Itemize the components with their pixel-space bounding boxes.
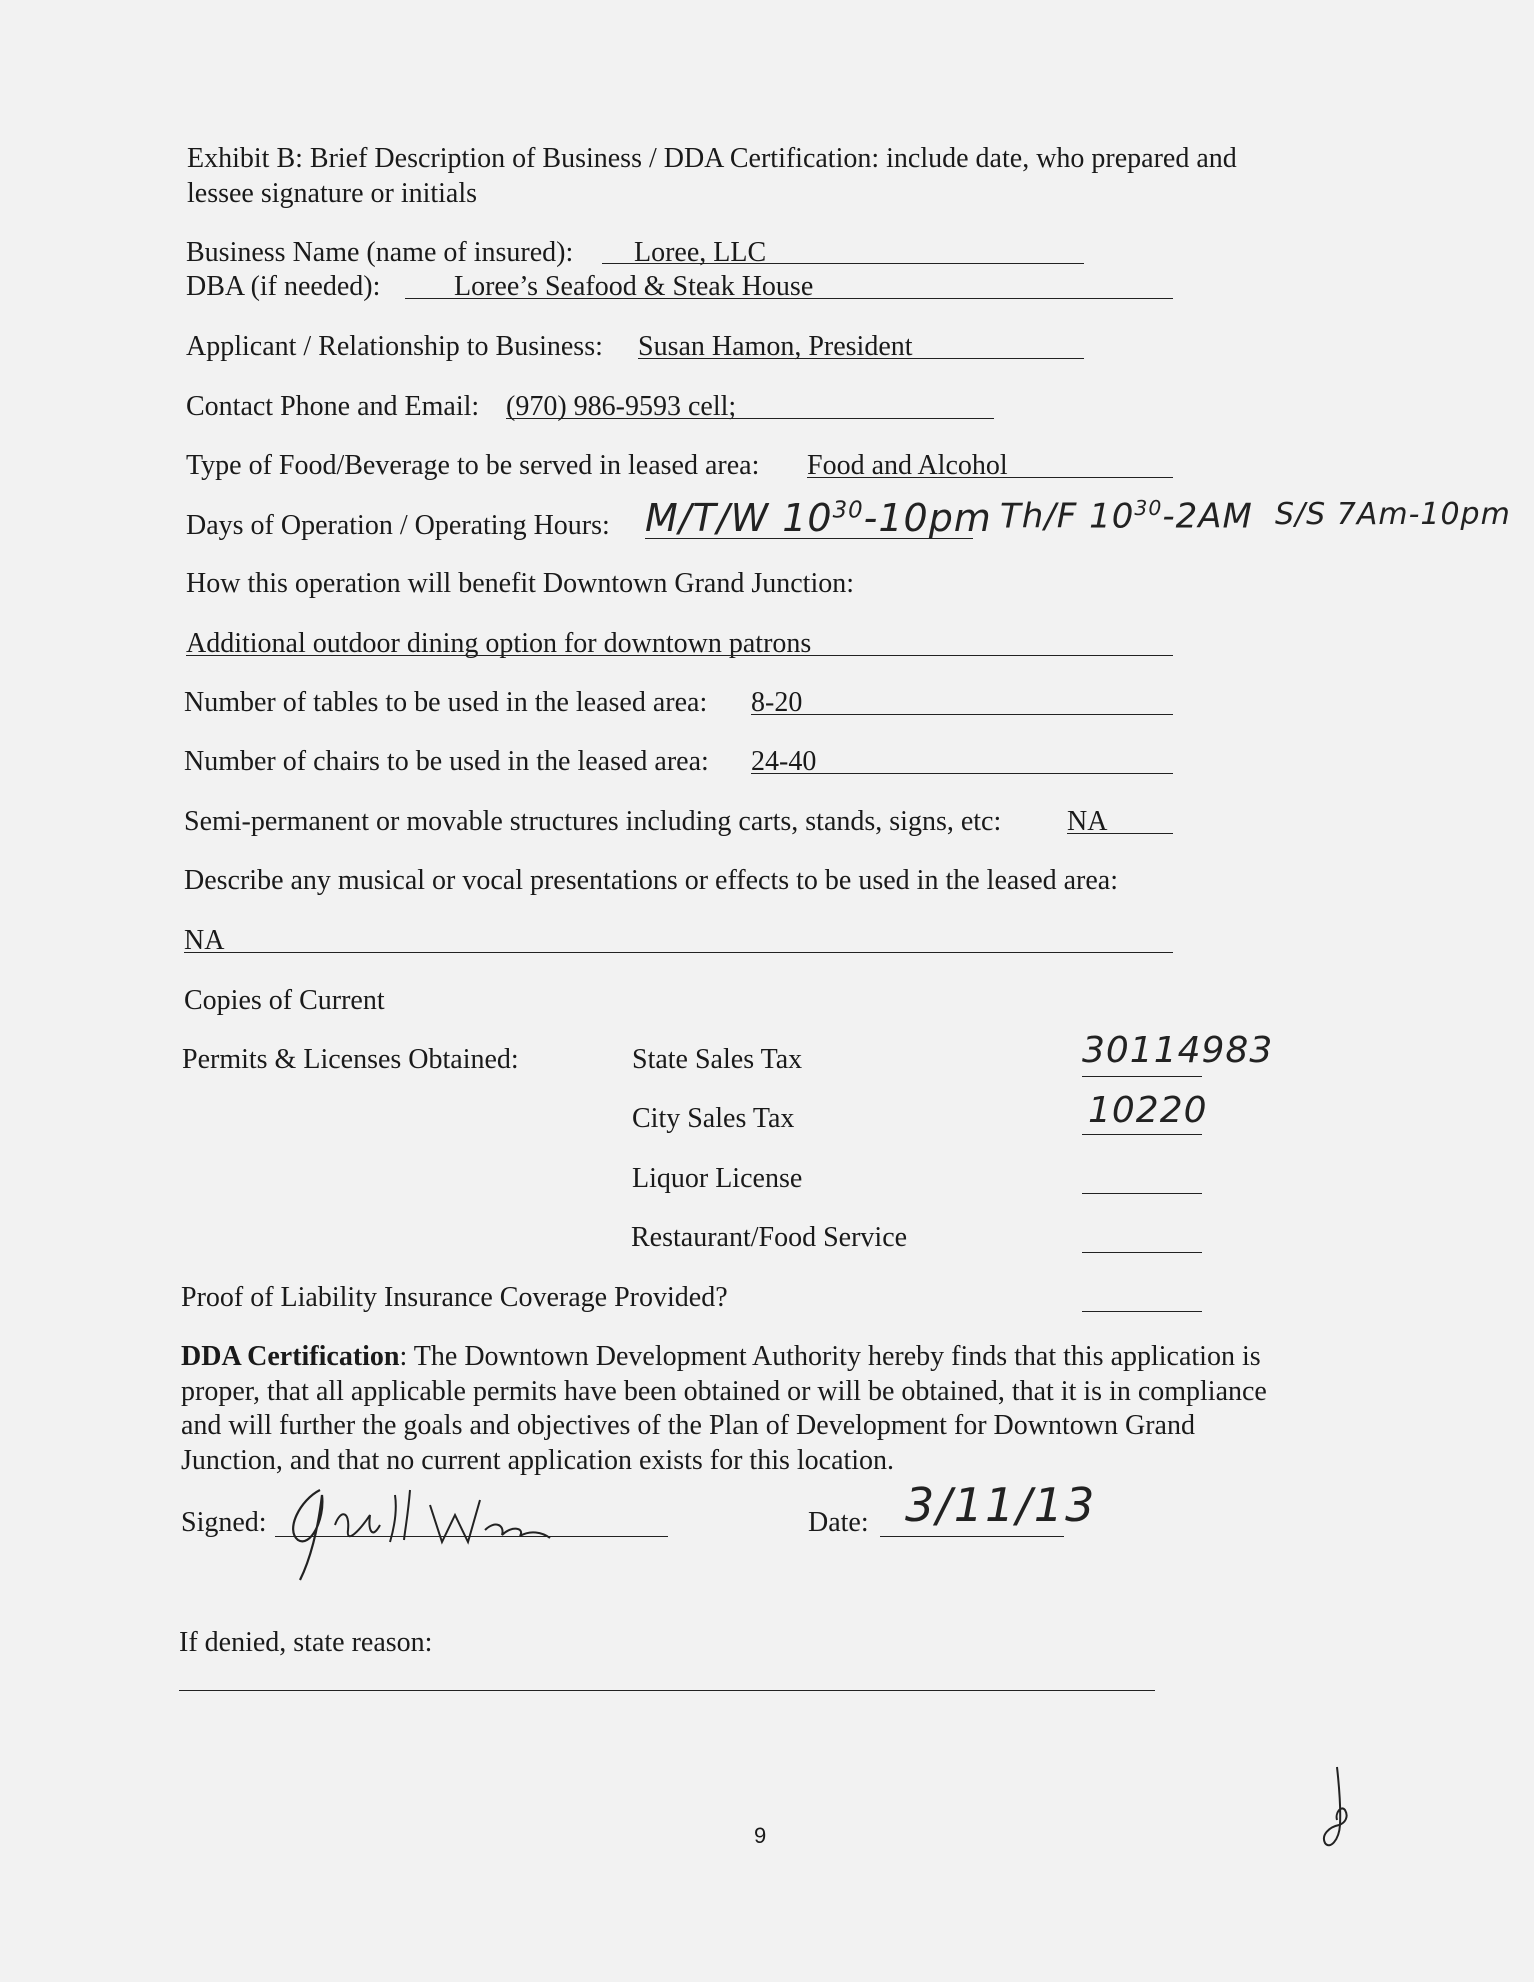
business-name-label: Business Name (name of insured): xyxy=(186,237,574,268)
permit-label-liquor-license: Liquor License xyxy=(632,1163,803,1194)
denied-underline xyxy=(179,1690,1155,1691)
insurance-label: Proof of Liability Insurance Coverage Provided? xyxy=(181,1282,728,1313)
permit-underline-restaurant xyxy=(1082,1252,1202,1253)
food-type-underline xyxy=(807,477,1173,478)
dba-label: DBA (if needed): xyxy=(186,271,381,302)
days-underline xyxy=(645,538,973,539)
applicant-value: Susan Hamon, President xyxy=(638,331,913,362)
structures-label: Semi-permanent or movable structures including carts, stands, signs, etc: xyxy=(184,806,1002,837)
contact-label: Contact Phone and Email: xyxy=(186,391,480,422)
permit-label-state-sales-tax: State Sales Tax xyxy=(632,1044,803,1075)
applicant-label: Applicant / Relationship to Business: xyxy=(186,331,603,362)
applicant-underline xyxy=(638,358,1084,359)
permit-value-city-sales-tax: 10220 xyxy=(1088,1090,1208,1131)
musical-label: Describe any musical or vocal presentations or effects to be used in the leased area: xyxy=(184,865,1119,896)
date-value: 3/11/13 xyxy=(905,1478,1097,1532)
structures-value: NA xyxy=(1067,806,1108,837)
permits-heading-1: Copies of Current xyxy=(184,985,385,1016)
days-handwritten-weekdays: M/T/W $10^{30}-10pm$ xyxy=(645,496,992,540)
days-handwritten-thu-fri: Th/F $10^{30}-2AM$ xyxy=(1000,496,1253,537)
initials-mark xyxy=(1315,1765,1355,1855)
page-number: 9 xyxy=(754,1823,767,1848)
insurance-underline xyxy=(1082,1311,1202,1312)
benefit-label: How this operation will benefit Downtown Grand Junction: xyxy=(186,568,855,599)
denied-label: If denied, state reason: xyxy=(179,1627,433,1658)
days-handwritten-weekend: S/S 7Am-10pm xyxy=(1275,497,1511,532)
permit-underline-liquor-license xyxy=(1082,1193,1202,1194)
business-name-underline xyxy=(602,263,1084,264)
contact-underline xyxy=(506,418,994,419)
benefit-underline xyxy=(186,655,1173,656)
date-underline xyxy=(880,1536,1064,1537)
benefit-value: Additional outdoor dining option for downtown patrons xyxy=(186,628,812,659)
permit-label-restaurant: Restaurant/Food Service xyxy=(631,1222,908,1253)
permit-label-city-sales-tax: City Sales Tax xyxy=(632,1103,795,1134)
chairs-underline xyxy=(751,773,1173,774)
chairs-value: 24-40 xyxy=(751,746,817,777)
certification-paragraph: DDA Certification: The Downtown Development Authority hereby finds that this application is proper, that all applicable permits have been obtained or will be obtained, that it is in compliance and will further the goals and objectives of the Plan of Development for Downtown Grand Junction, and that no current application exists for this location. xyxy=(181,1341,1267,1476)
chairs-label: Number of chairs to be used in the leased area: xyxy=(184,746,709,777)
permit-underline-city-sales-tax xyxy=(1082,1134,1202,1135)
tables-value: 8-20 xyxy=(751,687,803,718)
contact-value: (970) 986-9593 cell; xyxy=(506,391,737,422)
food-type-label: Type of Food/Beverage to be served in leased area: xyxy=(186,450,760,481)
header-line-1: Exhibit B: Brief Description of Business / DDA Certification: include date, who prepared and xyxy=(187,143,1237,174)
permits-heading-2: Permits & Licenses Obtained: xyxy=(182,1044,519,1075)
tables-underline xyxy=(751,714,1173,715)
dba-value: Loree’s Seafood & Steak House xyxy=(454,271,814,302)
permit-underline-state-sales-tax xyxy=(1082,1076,1202,1077)
signed-label: Signed: xyxy=(181,1507,267,1538)
musical-underline xyxy=(184,952,1173,953)
certification-bold-lead: DDA Certification xyxy=(181,1341,400,1372)
structures-underline xyxy=(1067,833,1173,834)
signature-mark xyxy=(280,1470,620,1590)
food-type-value: Food and Alcohol xyxy=(807,450,1008,481)
header-line-2: lessee signature or initials xyxy=(187,178,478,209)
permit-value-state-sales-tax: 30114983 xyxy=(1082,1030,1274,1071)
dba-underline xyxy=(405,298,1173,299)
business-name-value: Loree, LLC xyxy=(634,237,767,268)
musical-value: NA xyxy=(184,925,225,956)
days-label: Days of Operation / Operating Hours: xyxy=(186,510,610,541)
date-label: Date: xyxy=(808,1507,869,1538)
tables-label: Number of tables to be used in the leased area: xyxy=(184,687,708,718)
